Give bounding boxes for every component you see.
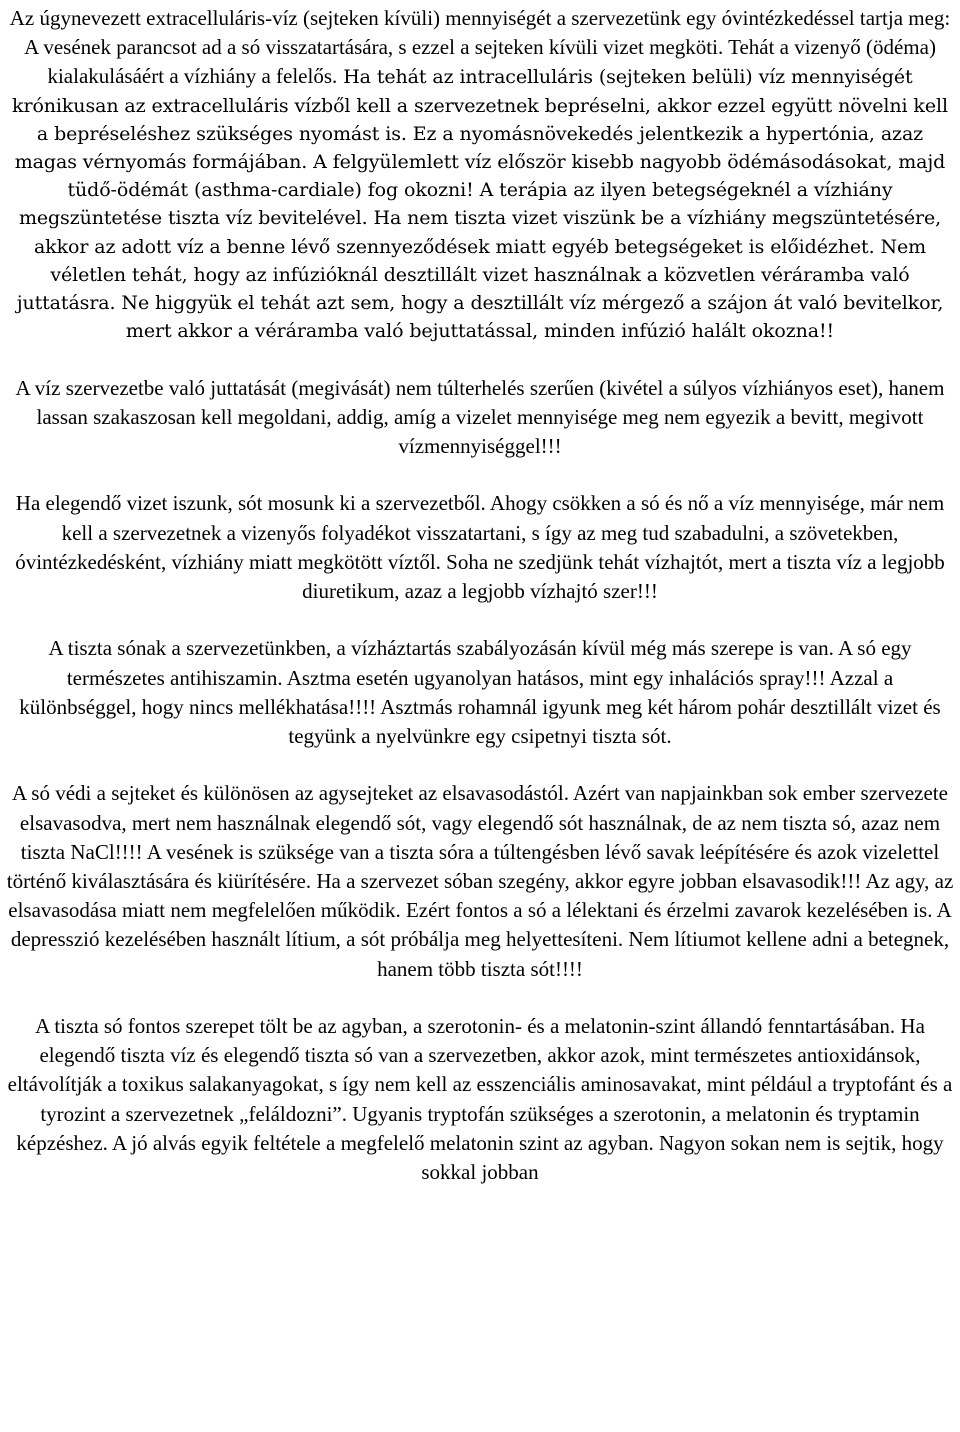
paragraph-serotonin-melatonin [6,1012,954,1187]
paragraph-text-run: Ha elegendő vizet iszunk, sót mosunk ki a szervezetből. Ahogy csökken a só és nő a víz mennyisége, már nem kell a szervezetnek a vizenyős folyadékot visszatartani, s így az meg tud szabadulni, a szövetekben, óvintézkedésként, vízhiány miatt megkötött víztől. Soha ne szedjünk tehát vízhajtót, mert a tiszta víz a legjobb diuretikum, azaz a legjobb vízhajtó szer!!! [15,491,945,604]
paragraph-text-run: Nem véletlen tehát, hogy az infúzióknál desztillált vizet használnak a közvetlen véráramba való juttatásra. [16,235,927,315]
paragraph-text-run: Az úgynevezett extracelluláris-víz (sejteken kívüli) mennyiségét a szervezetünk egy óvintézkedéssel tartja meg: A vesének parancsot ad a só visszatartására, s ezzel a sejteken kívüli vizet megköti. Tehát a vizenyő (ödéma) kialakulásáért a vízhiány a felelős. [9,6,951,89]
paragraph-text-run: Ha nem tiszta vizet viszünk be a vízhiány megszüntetésére, akkor az adott víz a benne lévő szennyeződések miatt egyéb betegségeket is előidézhet. [33,207,942,258]
paragraph-diuretic [6,489,954,606]
paragraph-text-run: A víz szervezetbe való juttatását (megivását) nem túlterhelés szerűen (kivétel a súlyos vízhiányos eset), hanem lassan szakaszosan kell megoldani, addig, amíg a vizelet mennyisége meg nem egyezik a bevitt, megivott vízmennyiséggel!!! [15,375,945,459]
paragraph-text-run: Ez a nyomásnövekedés jelentkezik a hypertónia, azaz magas vérnyomás formájában. [14,122,924,174]
paragraph-text-run: Ha tehát az intracelluláris (sejteken belüli) víz mennyiségét krónikusan az extracelluláris vízből kell a szervezetnek bepréselni, akkor ezzel együtt növelni kell a bepréseléshez szükséges nyomást is. [12,66,948,145]
paragraph-text-run: A só védi a sejteket és különösen az agysejteket az elsavasodástól. Azért van napjainkban sok ember szervezete elsavasodva, mert nem használnak elegendő sót, vagy elegendő sót használnak, de az nem tiszta só, azaz nem tiszta NaCl!!!! A vesének is szüksége van a tiszta sóra a túltengésben lévő savak leépítésére és azok vizelettel történő kiválasztására és kiürítésére. Ha a szervezet sóban szegény, akkor egyre jobban elsavasodik!!! Az agy, az elsavasodása miatt nem megfelelően működik. Ezért fontos a só a lélektani és érzelmi zavarok kezelésében is. A depresszió kezelésében használt lítium, a sót próbálja meg helyettesíteni. Nem lítiumot kellene adni a betegnek, hanem több tiszta sót!!!! [6,781,954,981]
paragraph-text-run: Ne higgyük el tehát azt sem, hogy a desztillált víz mérgező a szájon át való bevitelkor, mert akkor a véráramba való bejuttatással, minden infúzió halált okozna!! [115,292,944,343]
paragraph-text-run: A felgyülemlett víz először kisebb nagyobb ödémásodásokat, majd tüdő-ödémát (asthma-cardiale) fog okozni! [67,151,946,202]
paragraph-salt-antihistamine [6,634,954,751]
paragraph-text-run: A tiszta sónak a szervezetünkben, a vízháztartás szabályozásán kívül még más szerepe is van. A só egy természetes antihiszamin. Asztma esetén ugyanolyan hatásos, mint egy inhalációs spray!!! Azzal a különbséggel, hogy nincs mellékhatása!!!! Asztmás rohamnál igyunk meg két három pohár desztillált vizet és tegyünk a nyelvünkre egy csipetnyi tiszta sót. [19,636,941,749]
paragraph-text-run: A tiszta só fontos szerepet tölt be az agyban, a szerotonin- és a melatonin-szint állandó fenntartásában. Ha elegendő tiszta víz és elegendő tiszta só van a szervezetben, akkor azok, mint természetes antioxidánsok, eltávolítják a toxikus salakanyagokat, s így nem kell az esszenciális aminosavakat, mint például a tryptofánt és a tyrozint a szervezetnek „feláldozni”. Ugyanis tryptofán szükséges a szerotonin, a melatonin és tryptamin képzéshez. A jó alvás egyik feltétele a megfelelő melatonin szint az agyban. Nagyon sokan nem is sejtik, hogy sokkal jobban [7,1014,953,1185]
paragraph-extracellular-water [6,4,954,345]
paragraph-salt-acidification [6,779,954,983]
paragraph-text-run: A terápia az ilyen betegségeknél a vízhiány megszüntetése tiszta víz bevitelével. [18,179,893,230]
paragraph-water-intake [6,374,954,462]
